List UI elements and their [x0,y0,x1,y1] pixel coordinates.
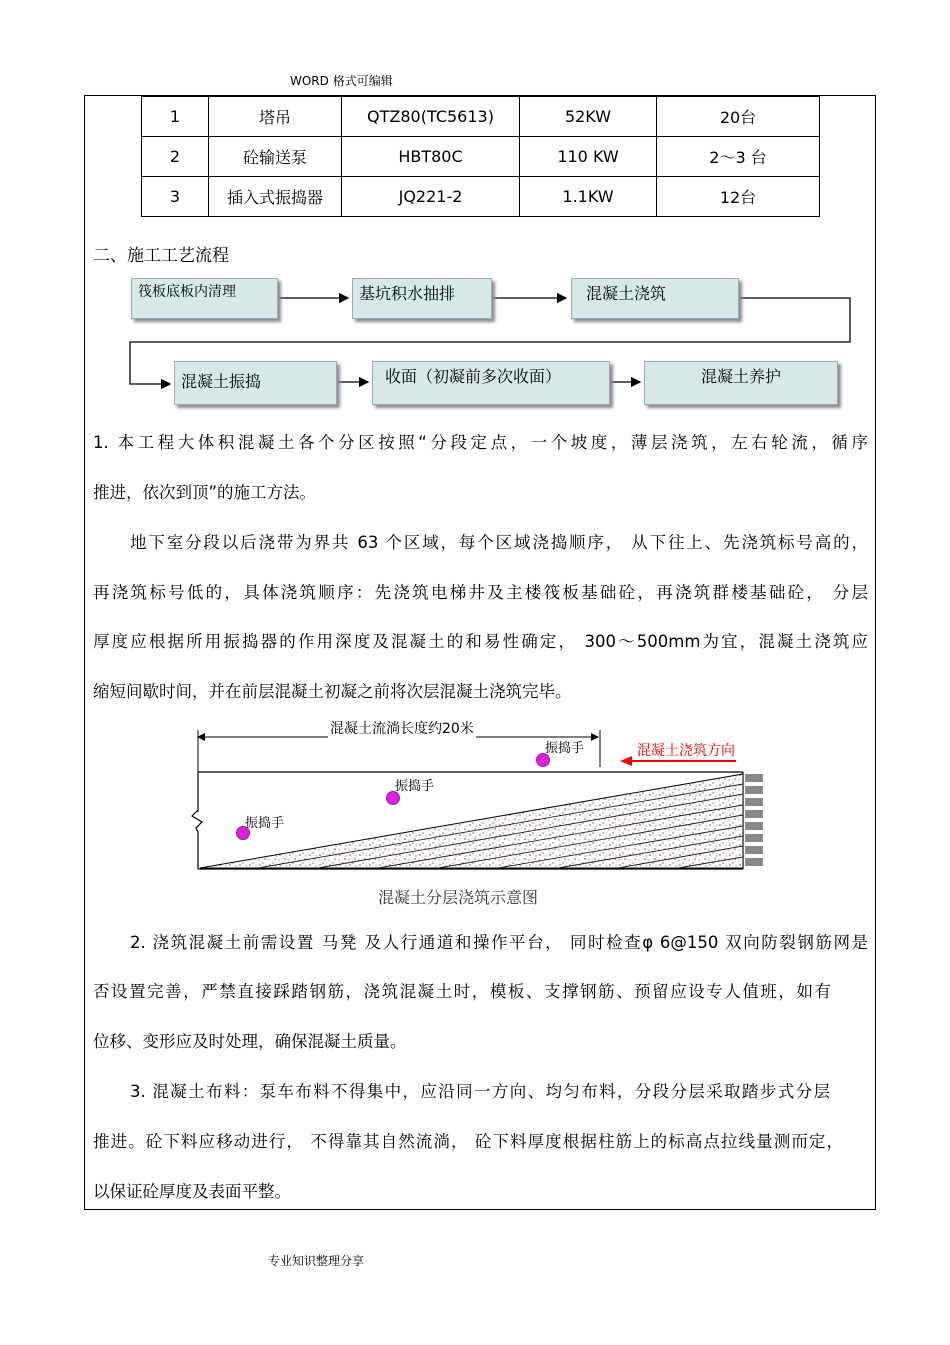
paragraph-2-line-2: 再浇筑标号低的，具体浇筑顺序：先浇筑电梯井及主楼筏板基础砼，再浇筑群楼基础砼， 分层 [93,583,868,602]
paragraph-4-line-1: 3. 混凝土布料：泵车布料不得集中，应沿同一方向、均匀布料，分段分层采取踏步式分层 [130,1082,830,1101]
table-cell: 2～3 台 [657,137,820,177]
flow-step-6: 混凝土养护 [644,361,838,405]
table-cell: 52KW [520,97,657,137]
paragraph-1-line-2: 推进，依次到顶”的施工方法。 [93,483,317,502]
table-cell: HBT80C [342,137,520,177]
table-cell: 3 [142,177,209,217]
length-label: 混凝土流淌长度约20米 [328,718,476,738]
table-cell: 110 KW [520,137,657,177]
page-header: WORD 格式可编辑 [290,74,393,88]
flow-step-2: 基坑积水抽排 [352,278,492,319]
flow-step-3: 混凝土浇筑 [571,278,739,319]
table-cell: 砼输送泵 [209,137,342,177]
paragraph-4-line-3: 以保证砼厚度及表面平整。 [93,1182,291,1201]
flow-step-1: 筏板底板内清理 [131,278,278,319]
table-cell: 20台 [657,97,820,137]
paragraph-2-line-1: 地下室分段以后浇带为界共 63 个区域，每个区域浇捣顺序， 从下往上、先浇筑标号高的， [130,533,868,552]
table-cell: 2 [142,137,209,177]
paragraph-1-line-1: 1. 本工程大体积混凝土各个分区按照“分段定点，一个坡度，薄层浇筑，左右轮流，循序 [93,433,868,452]
table-cell: 塔吊 [209,97,342,137]
vibrator-label: 振捣手 [395,779,435,794]
paragraph-2-line-4: 缩短间歇时间，并在前层混凝土初凝之前将次层混凝土浇筑完毕。 [93,682,572,701]
paragraph-3-line-1: 2. 浇筑混凝土前需设置 马凳 及人行通道和操作平台， 同时检查φ 6@150 双向防裂钢筋网是 [130,933,868,952]
vibrator-label: 振捣手 [545,741,585,756]
diagram-caption: 混凝土分层浇筑示意图 [378,888,539,907]
flow-step-5: 收面（初凝前多次收面） [372,361,610,405]
paragraph-3-line-2: 否设置完善，严禁直接踩踏钢筋，浇筑混凝土时，模板、支撑钢筋、预留应设专人值班，如有 [93,982,831,1001]
section-title: 二、施工工艺流程 [93,246,229,266]
paragraph-4-line-2: 推进。砼下料应移动进行， 不得靠其自然流淌， 砼下料厚度根据柱筋上的标高点拉线量测而定， [93,1132,843,1151]
table-cell: 1.1KW [520,177,657,217]
table-cell: QTZ80(TC5613) [342,97,520,137]
table-cell: JQ221-2 [342,177,520,217]
direction-label: 混凝土浇筑方向 [637,743,735,759]
table-cell: 插入式振捣器 [209,177,342,217]
flow-arrows [0,0,950,420]
page-footer: 专业知识整理分享 [268,1254,365,1268]
paragraph-2-line-3: 厚度应根据所用振捣器的作用深度及混凝土的和易性确定， 300～500mm为宜，混凝土浇筑应 [93,632,868,651]
flow-step-4: 混凝土振捣 [174,361,337,405]
table-cell: 1 [142,97,209,137]
vibrator-label: 振捣手 [245,816,285,831]
paragraph-3-line-3: 位移、变形应及时处理，确保混凝土质量。 [93,1032,407,1051]
table-cell: 12台 [657,177,820,217]
